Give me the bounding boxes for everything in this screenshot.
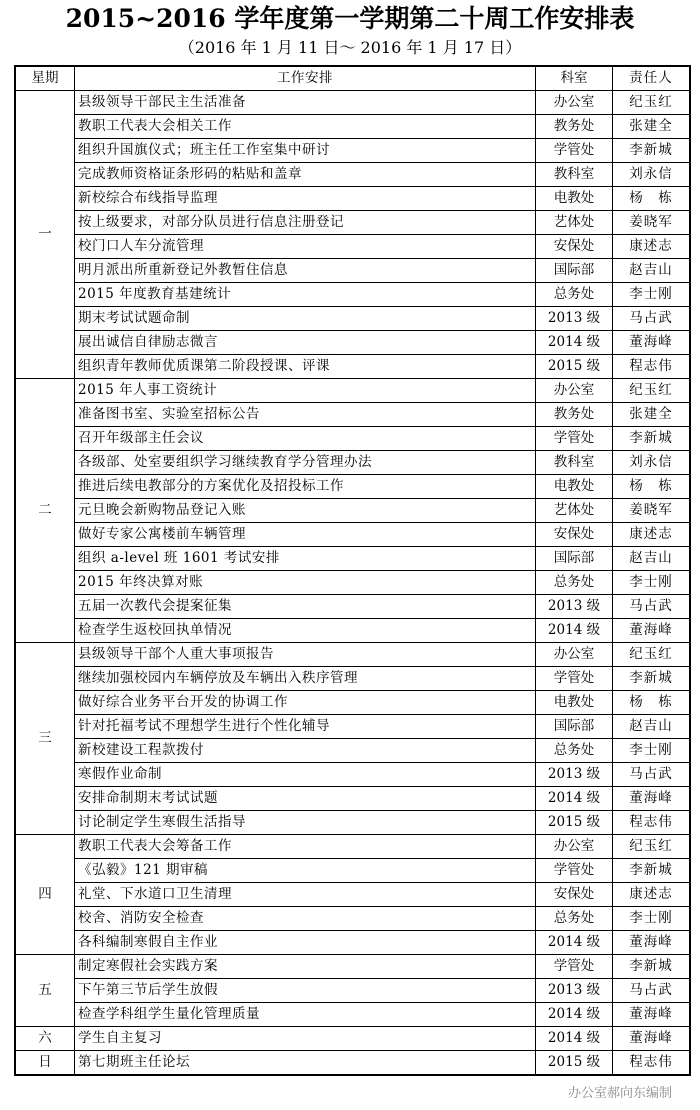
header-person: 责任人 — [613, 66, 691, 91]
table-row — [15, 763, 690, 787]
weekday-cell: 四 — [15, 835, 75, 955]
task-cell: 做好专家公寓楼前车辆管理 — [75, 523, 536, 547]
table-row — [15, 139, 690, 163]
table-row — [15, 355, 690, 379]
page-title: 2015~2016 学年度第一学期第二十周工作安排表 — [65, 4, 635, 33]
table-row — [15, 859, 690, 883]
task-cell: 检查学科组学生量化管理质量 — [75, 1003, 536, 1027]
table-row — [15, 307, 690, 331]
table-row — [15, 1027, 690, 1051]
table-row — [15, 451, 690, 475]
table-row — [15, 91, 690, 115]
dept-cell: 2015 级 — [536, 355, 613, 379]
dept-cell: 教务处 — [536, 115, 613, 139]
task-cell: 寒假作业命制 — [75, 763, 536, 787]
dept-cell: 教科室 — [536, 163, 613, 187]
table-row — [15, 691, 690, 715]
task-cell: 五届一次教代会提案征集 — [75, 595, 536, 619]
table-row — [15, 259, 690, 283]
task-cell: 2015 年终决算对账 — [75, 571, 536, 595]
person-cell: 马占武 — [613, 307, 691, 331]
table-row — [15, 1003, 690, 1027]
task-cell: 2015 年度教育基建统计 — [75, 283, 536, 307]
task-cell: 制定寒假社会实践方案 — [75, 955, 536, 979]
dept-cell: 教务处 — [536, 403, 613, 427]
dept-cell: 2014 级 — [536, 1003, 613, 1027]
person-cell: 李新城 — [613, 427, 691, 451]
task-cell: 教职工代表大会筹备工作 — [75, 835, 536, 859]
dept-cell: 2013 级 — [536, 979, 613, 1003]
person-cell: 李士刚 — [613, 571, 691, 595]
person-cell: 董海峰 — [613, 331, 691, 355]
weekday-cell: 二 — [15, 379, 75, 643]
dept-cell: 2015 级 — [536, 1051, 613, 1076]
task-cell: 推进后续电教部分的方案优化及招投标工作 — [75, 475, 536, 499]
person-cell: 赵吉山 — [613, 259, 691, 283]
dept-cell: 2013 级 — [536, 595, 613, 619]
person-cell: 康述志 — [613, 883, 691, 907]
footer-credit: 办公室郝向东编制 — [567, 1086, 672, 1101]
table-row — [15, 187, 690, 211]
dept-cell: 学管处 — [536, 667, 613, 691]
person-cell: 刘永信 — [613, 163, 691, 187]
table-row — [15, 955, 690, 979]
header-day: 星期 — [15, 66, 75, 91]
dept-cell: 2014 级 — [536, 931, 613, 955]
person-cell: 杨 栋 — [613, 187, 691, 211]
dept-cell: 办公室 — [536, 835, 613, 859]
table-row — [15, 667, 690, 691]
weekday-cell: 六 — [15, 1027, 75, 1051]
dept-cell: 电教处 — [536, 187, 613, 211]
person-cell: 程志伟 — [613, 1051, 691, 1076]
task-cell: 检查学生返校回执单情况 — [75, 619, 536, 643]
task-cell: 准备图书室、实验室招标公告 — [75, 403, 536, 427]
table-row — [15, 283, 690, 307]
table-row — [15, 619, 690, 643]
task-cell: 新校综合布线指导监理 — [75, 187, 536, 211]
dept-cell: 教科室 — [536, 451, 613, 475]
task-cell: 继续加强校园内车辆停放及车辆出入秩序管理 — [75, 667, 536, 691]
table-row — [15, 979, 690, 1003]
table-row — [15, 595, 690, 619]
task-cell: 明月派出所重新登记外教暂住信息 — [75, 259, 536, 283]
dept-cell: 2014 级 — [536, 331, 613, 355]
person-cell: 赵吉山 — [613, 547, 691, 571]
person-cell: 马占武 — [613, 979, 691, 1003]
person-cell: 刘永信 — [613, 451, 691, 475]
task-cell: 按上级要求，对部分队员进行信息注册登记 — [75, 211, 536, 235]
person-cell: 张建全 — [613, 403, 691, 427]
person-cell: 纪玉红 — [613, 379, 691, 403]
dept-cell: 办公室 — [536, 643, 613, 667]
person-cell: 李新城 — [613, 139, 691, 163]
person-cell: 姜晓军 — [613, 499, 691, 523]
person-cell: 李士刚 — [613, 907, 691, 931]
person-cell: 马占武 — [613, 763, 691, 787]
task-cell: 安排命制期末考试试题 — [75, 787, 536, 811]
table-row — [15, 571, 690, 595]
task-cell: 新校建设工程款拨付 — [75, 739, 536, 763]
task-cell: 讨论制定学生寒假生活指导 — [75, 811, 536, 835]
table-row — [15, 883, 690, 907]
person-cell: 康述志 — [613, 235, 691, 259]
dept-cell: 学管处 — [536, 427, 613, 451]
person-cell: 李士刚 — [613, 739, 691, 763]
task-cell: 组织 a-level 班 1601 考试安排 — [75, 547, 536, 571]
person-cell: 纪玉红 — [613, 835, 691, 859]
task-cell: 学生自主复习 — [75, 1027, 536, 1051]
person-cell: 董海峰 — [613, 1027, 691, 1051]
dept-cell: 总务处 — [536, 739, 613, 763]
dept-cell: 2015 级 — [536, 811, 613, 835]
dept-cell: 安保处 — [536, 523, 613, 547]
schedule-body — [15, 91, 690, 1076]
table-row — [15, 643, 690, 667]
table-row — [15, 1051, 690, 1076]
person-cell: 李新城 — [613, 667, 691, 691]
task-cell: 做好综合业务平台开发的协调工作 — [75, 691, 536, 715]
table-row — [15, 403, 690, 427]
task-cell: 完成教师资格证条形码的粘贴和盖章 — [75, 163, 536, 187]
task-cell: 礼堂、下水道口卫生清理 — [75, 883, 536, 907]
header-row — [15, 66, 690, 91]
table-row — [15, 235, 690, 259]
header-task: 工作安排 — [75, 66, 536, 91]
dept-cell: 学管处 — [536, 955, 613, 979]
person-cell: 杨 栋 — [613, 475, 691, 499]
task-cell: 2015 年人事工资统计 — [75, 379, 536, 403]
dept-cell: 2014 级 — [536, 1027, 613, 1051]
dept-cell: 总务处 — [536, 907, 613, 931]
dept-cell: 办公室 — [536, 91, 613, 115]
person-cell: 程志伟 — [613, 811, 691, 835]
task-cell: 各级部、处室要组织学习继续教育学分管理办法 — [75, 451, 536, 475]
table-row — [15, 499, 690, 523]
task-cell: 《弘毅》121 期审稿 — [75, 859, 536, 883]
person-cell: 纪玉红 — [613, 91, 691, 115]
table-row — [15, 739, 690, 763]
dept-cell: 总务处 — [536, 571, 613, 595]
table-row — [15, 163, 690, 187]
dept-cell: 国际部 — [536, 547, 613, 571]
dept-cell: 电教处 — [536, 475, 613, 499]
task-cell: 县级领导干部民主生活准备 — [75, 91, 536, 115]
task-cell: 展出诚信自律励志微言 — [75, 331, 536, 355]
person-cell: 姜晓军 — [613, 211, 691, 235]
task-cell: 教职工代表大会相关工作 — [75, 115, 536, 139]
task-cell: 第七期班主任论坛 — [75, 1051, 536, 1076]
weekday-cell: 日 — [15, 1051, 75, 1076]
table-row — [15, 547, 690, 571]
person-cell: 董海峰 — [613, 931, 691, 955]
person-cell: 纪玉红 — [613, 643, 691, 667]
table-row — [15, 379, 690, 403]
dept-cell: 2014 级 — [536, 787, 613, 811]
task-cell: 期末考试试题命制 — [75, 307, 536, 331]
person-cell: 马占武 — [613, 595, 691, 619]
table-row — [15, 907, 690, 931]
schedule-table — [14, 65, 691, 1076]
header-dept: 科室 — [536, 66, 613, 91]
table-row — [15, 427, 690, 451]
weekday-cell: 五 — [15, 955, 75, 1027]
person-cell: 董海峰 — [613, 1003, 691, 1027]
dept-cell: 2014 级 — [536, 619, 613, 643]
task-cell: 校门口人车分流管理 — [75, 235, 536, 259]
table-row — [15, 787, 690, 811]
dept-cell: 国际部 — [536, 259, 613, 283]
table-row — [15, 811, 690, 835]
dept-cell: 电教处 — [536, 691, 613, 715]
person-cell: 李新城 — [613, 859, 691, 883]
weekday-cell: 一 — [15, 91, 75, 379]
task-cell: 各科编制寒假自主作业 — [75, 931, 536, 955]
person-cell: 赵吉山 — [613, 715, 691, 739]
dept-cell: 安保处 — [536, 235, 613, 259]
task-cell: 组织升国旗仪式；班主任工作室集中研讨 — [75, 139, 536, 163]
person-cell: 张建全 — [613, 115, 691, 139]
task-cell: 校舍、消防安全检查 — [75, 907, 536, 931]
dept-cell: 2013 级 — [536, 307, 613, 331]
table-row — [15, 331, 690, 355]
table-row — [15, 715, 690, 739]
task-cell: 元旦晚会新购物品登记入账 — [75, 499, 536, 523]
task-cell: 下午第三节后学生放假 — [75, 979, 536, 1003]
dept-cell: 总务处 — [536, 283, 613, 307]
dept-cell: 艺体处 — [536, 211, 613, 235]
task-cell: 组织青年教师优质课第二阶段授课、评课 — [75, 355, 536, 379]
task-cell: 召开年级部主任会议 — [75, 427, 536, 451]
dept-cell: 艺体处 — [536, 499, 613, 523]
dept-cell: 2013 级 — [536, 763, 613, 787]
person-cell: 董海峰 — [613, 619, 691, 643]
dept-cell: 安保处 — [536, 883, 613, 907]
table-row — [15, 523, 690, 547]
date-range: （2016 年 1 月 11 日～ 2016 年 1 月 17 日） — [178, 38, 522, 57]
table-row — [15, 211, 690, 235]
person-cell: 康述志 — [613, 523, 691, 547]
person-cell: 李士刚 — [613, 283, 691, 307]
task-cell: 针对托福考试不理想学生进行个性化辅导 — [75, 715, 536, 739]
person-cell: 李新城 — [613, 955, 691, 979]
table-row — [15, 475, 690, 499]
table-row — [15, 931, 690, 955]
task-cell: 县级领导干部个人重大事项报告 — [75, 643, 536, 667]
dept-cell: 学管处 — [536, 859, 613, 883]
dept-cell: 办公室 — [536, 379, 613, 403]
dept-cell: 学管处 — [536, 139, 613, 163]
person-cell: 程志伟 — [613, 355, 691, 379]
person-cell: 杨 栋 — [613, 691, 691, 715]
dept-cell: 国际部 — [536, 715, 613, 739]
table-row — [15, 835, 690, 859]
weekday-cell: 三 — [15, 643, 75, 835]
person-cell: 董海峰 — [613, 787, 691, 811]
table-row — [15, 115, 690, 139]
